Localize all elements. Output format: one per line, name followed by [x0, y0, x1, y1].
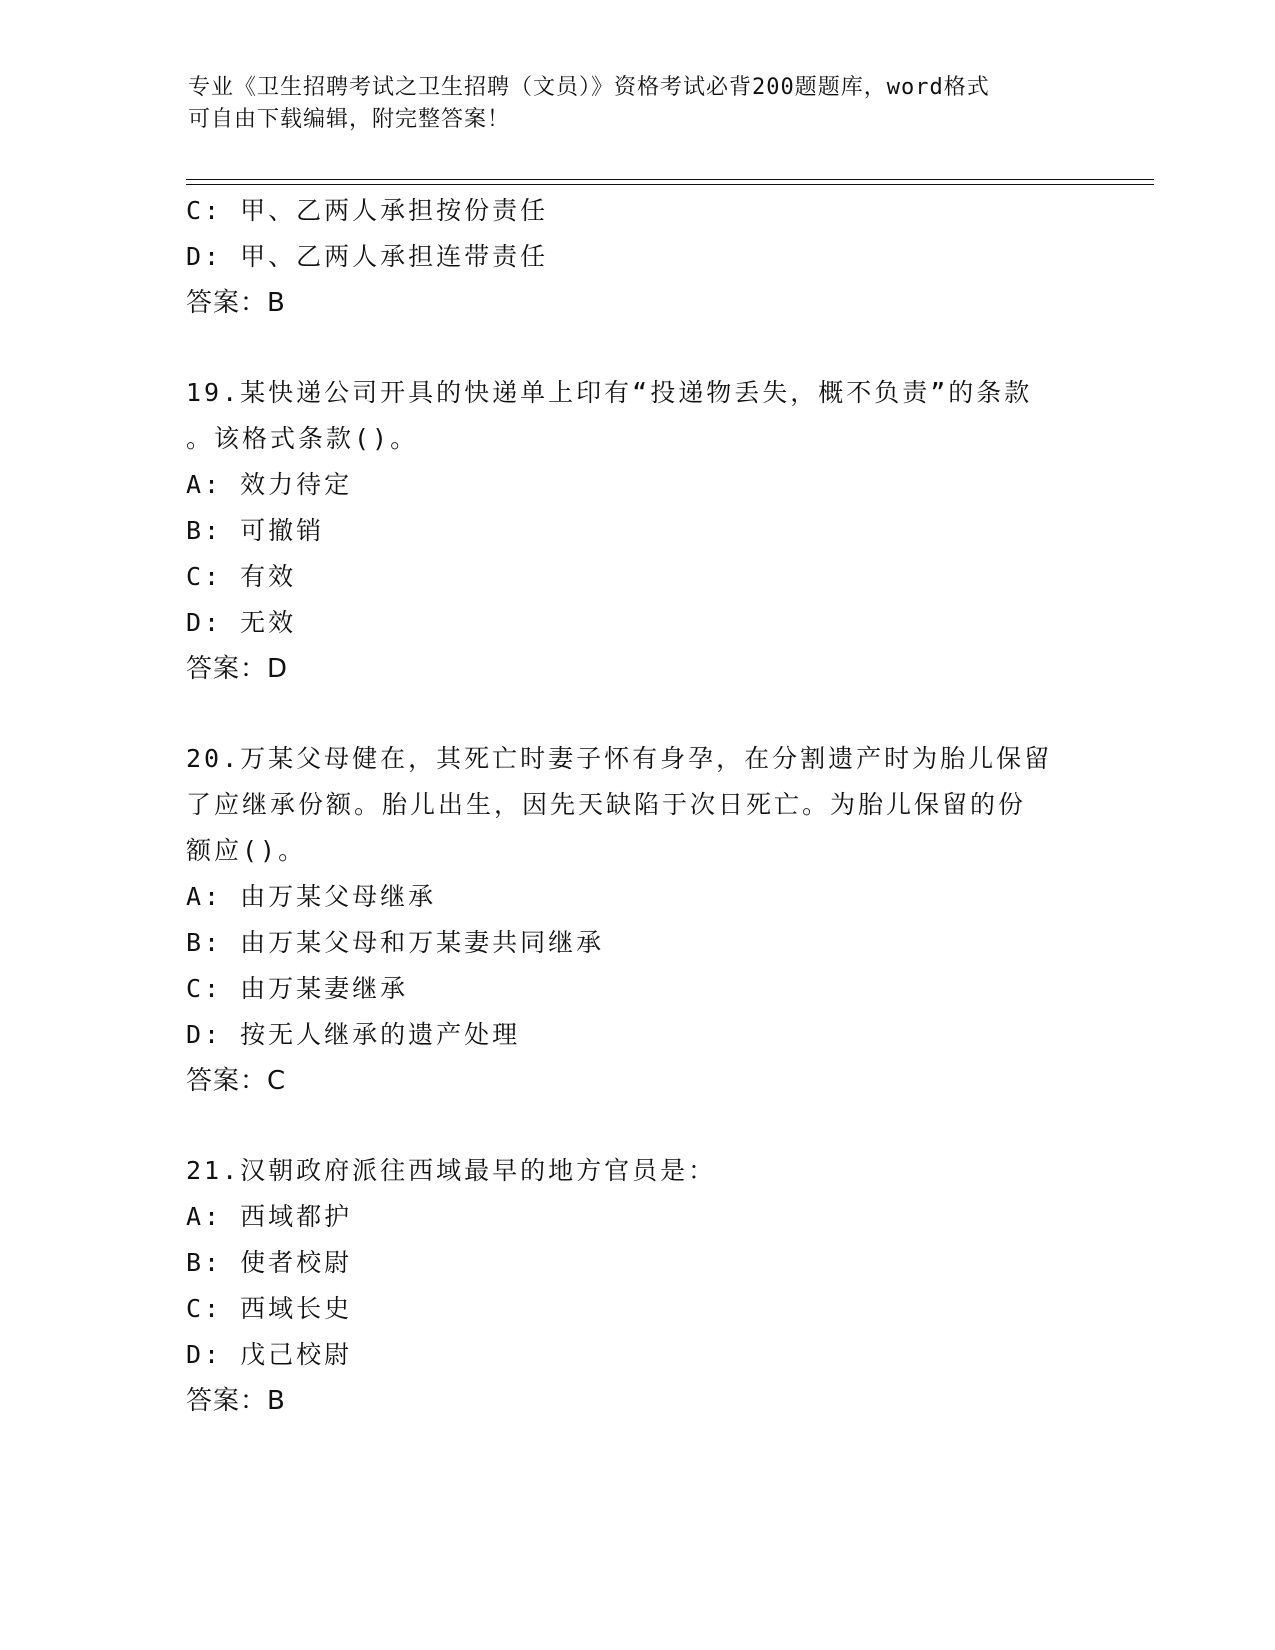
answer: 答案：D	[186, 654, 289, 684]
option-d: D: 甲、乙两人承担连带责任	[186, 242, 549, 271]
option-c: C: 西域长史	[186, 1294, 353, 1323]
question-stem-line: 19.某快递公司开具的快递单上印有“投递物丢失，概不负责”的条款	[186, 378, 1033, 407]
option-b: B: 由万某父母和万某妻共同继承	[186, 928, 605, 957]
header-line-1: 专业《卫生招聘考试之卫生招聘（文员）》资格考试必背200题题库，word格式	[188, 75, 990, 100]
option-d: D: 无效	[186, 608, 297, 637]
answer: 答案：C	[186, 1066, 287, 1096]
document-header	[188, 72, 1088, 136]
question-21	[186, 1148, 1086, 1424]
option-a: A: 由万某父母继承	[186, 882, 437, 911]
option-a: A: 效力待定	[186, 470, 353, 499]
option-a: A: 西域都护	[186, 1202, 353, 1231]
question-stem-line: 额应()。	[186, 836, 307, 865]
option-c: C: 由万某妻继承	[186, 974, 409, 1003]
question-18-tail	[186, 188, 1086, 326]
option-c: C: 甲、乙两人承担按份责任	[186, 196, 549, 225]
header-line-2: 可自由下载编辑，附完整答案！	[188, 107, 511, 132]
question-stem-line: 了应继承份额。胎儿出生，因先天缺陷于次日死亡。为胎儿保留的份	[186, 790, 1027, 819]
answer: 答案：B	[186, 1386, 286, 1416]
question-19	[186, 370, 1086, 692]
option-c: C: 有效	[186, 562, 297, 591]
header-rule-bottom	[186, 184, 1154, 185]
option-b: B: 可撤销	[186, 516, 325, 545]
option-b: B: 使者校尉	[186, 1248, 353, 1277]
question-20	[186, 736, 1086, 1104]
header-rule-top	[186, 179, 1154, 180]
spacer	[186, 1104, 1086, 1148]
answer: 答案：B	[186, 288, 286, 318]
spacer	[186, 692, 1086, 736]
option-d: D: 按无人继承的遗产处理	[186, 1020, 521, 1049]
spacer	[186, 326, 1086, 370]
document-body	[186, 188, 1086, 1424]
question-stem-line: 20.万某父母健在，其死亡时妻子怀有身孕，在分割遗产时为胎儿保留	[186, 744, 1053, 773]
question-stem-line: 21.汉朝政府派往西域最早的地方官员是：	[186, 1156, 717, 1185]
question-stem-line: 。该格式条款()。	[186, 424, 419, 453]
option-d: D: 戊己校尉	[186, 1340, 353, 1369]
